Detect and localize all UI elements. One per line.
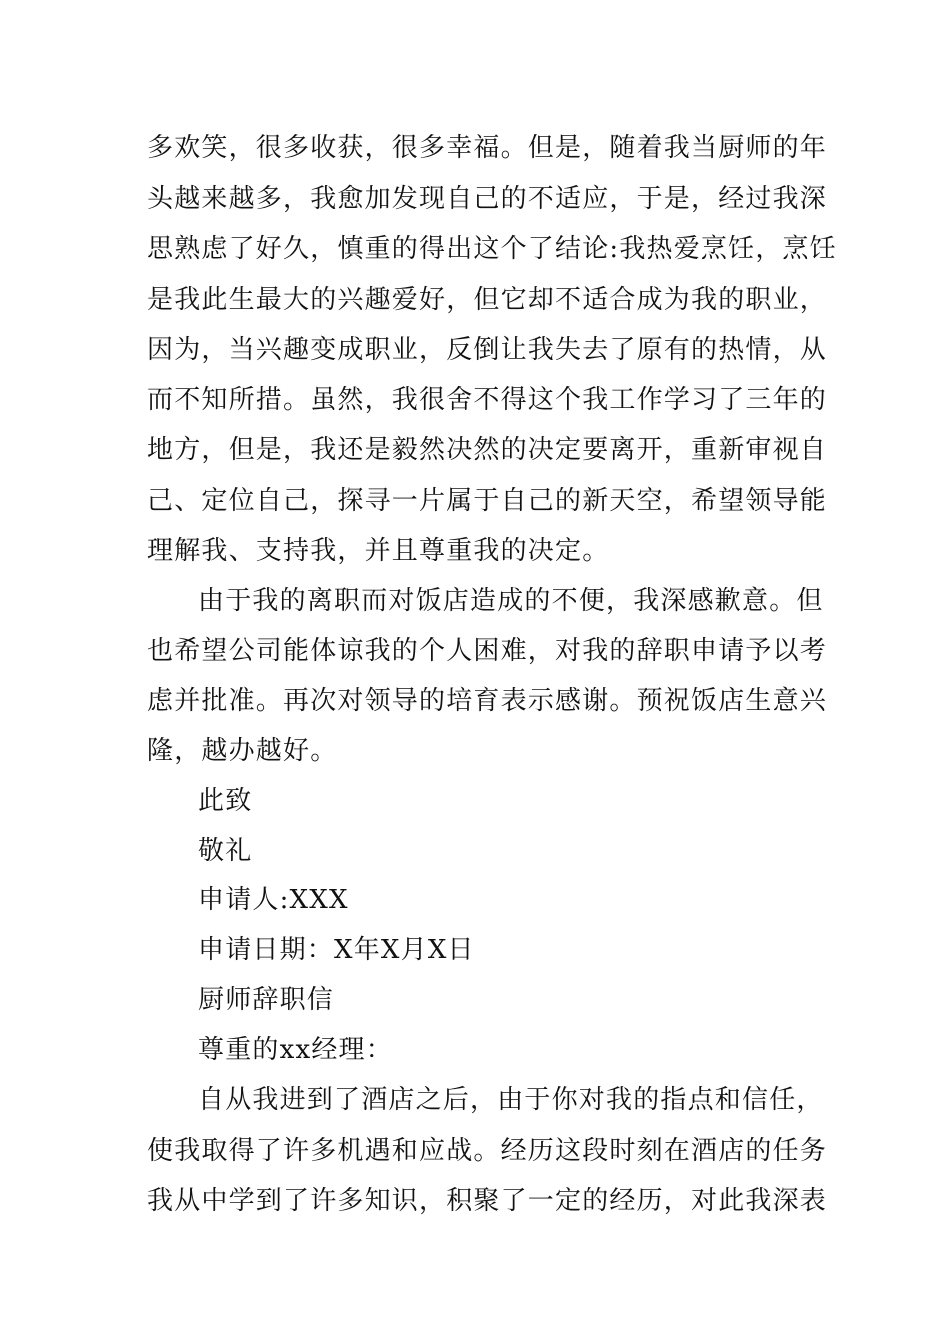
body-text-line: 虑并批准。再次对领导的培育表示感谢。预祝饭店生意兴 bbox=[147, 686, 828, 716]
body-text-line: 而不知所措。虽然，我很舍不得这个我工作学习了三年的 bbox=[147, 385, 828, 415]
body-text-line: 地方，但是，我还是毅然决然的决定要离开，重新审视自 bbox=[147, 435, 828, 465]
letter-salutation: 尊重的xx经理： bbox=[198, 1035, 393, 1065]
body-text-line: 隆，越办越好。 bbox=[147, 736, 338, 766]
body-text-line: 是我此生最大的兴趣爱好，但它却不适合成为我的职业， bbox=[147, 285, 828, 315]
body-text-line: 头越来越多，我愈加发现自己的不适应，于是，经过我深 bbox=[147, 184, 828, 214]
body-text-line: 思熟虑了好久，慎重的得出这个了结论:我热爱烹饪，烹饪 bbox=[147, 234, 837, 264]
body-text-line: 也希望公司能体谅我的个人困难，对我的辞职申请予以考 bbox=[147, 636, 828, 666]
body-text-line: 使我取得了许多机遇和应战。经历这段时刻在酒店的任务 bbox=[147, 1136, 828, 1166]
closing-ci-zhi: 此致 bbox=[198, 786, 253, 816]
applicant-line: 申请人:XXX bbox=[198, 885, 349, 915]
body-text-line: 己、定位自己，探寻一片属于自己的新天空，希望领导能 bbox=[147, 486, 828, 516]
body-text-line: 多欢笑，很多收获，很多幸福。但是，随着我当厨师的年 bbox=[147, 133, 828, 163]
letter-title: 厨师辞职信 bbox=[198, 985, 335, 1015]
body-text-line: 因为，当兴趣变成职业，反倒让我失去了原有的热情，从 bbox=[147, 335, 828, 365]
body-text-line: 理解我、支持我，并且尊重我的决定。 bbox=[147, 536, 610, 566]
body-text-line: 我从中学到了许多知识，积聚了一定的经历，对此我深表 bbox=[147, 1186, 828, 1216]
body-text-line: 由于我的离职而对饭店造成的不便，我深感歉意。但 bbox=[198, 586, 824, 616]
closing-jing-li: 敬礼 bbox=[198, 836, 253, 866]
body-text-line: 自从我进到了酒店之后，由于你对我的指点和信任， bbox=[198, 1085, 824, 1115]
application-date: 申请日期：X年X月X日 bbox=[198, 935, 475, 965]
